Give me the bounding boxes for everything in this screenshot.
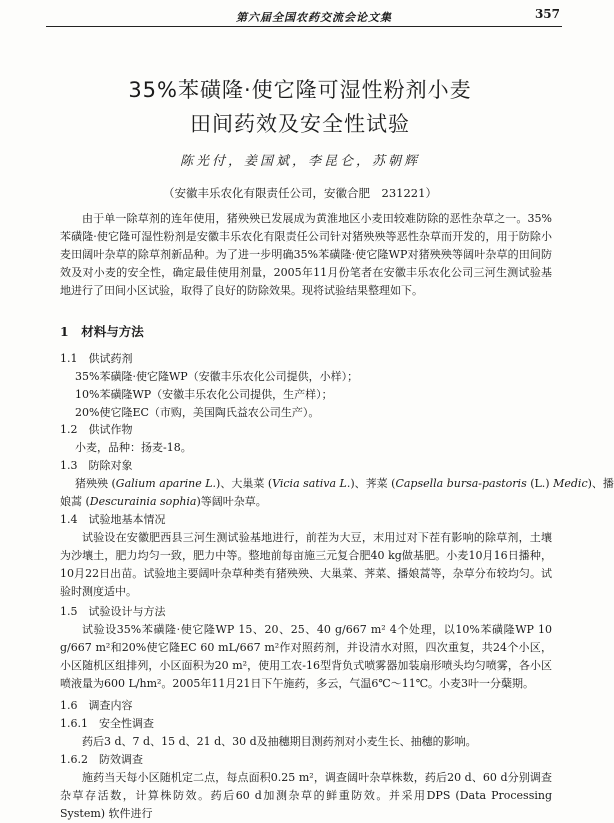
running-header (46, 6, 562, 27)
paper-title-line1: 35%苯磺隆·使它隆可湿性粉剂小麦 (128, 78, 472, 102)
page-number: 357 (534, 7, 560, 21)
subsubsection-heading: 1.6.2 防效调查 (60, 753, 143, 766)
field-paragraph: 试验设在安徽肥西县三河生测试验基地进行，前茬为大豆，末用过对下茬有影响的除草剂，土壤为沙壤土，肥力均匀一致，肥力中等。整地前每亩施三元复合肥40 kg做基肥。小麦10月16日播种，10月22日出苗。试验地主要阔叶杂草种类有猪殃殃、大巢菜、荠菜、播娘蒿等，杂草分布较均匀。试验时测度适中。 (60, 531, 552, 598)
subsection-heading: 1.1 供试药剂 (60, 352, 133, 365)
subsection-heading: 1.6 调查内容 (60, 699, 133, 712)
scientific-name: Vicia sativa L. (272, 477, 351, 490)
scientific-name: Galium aparine L. (115, 477, 217, 490)
subsubsection-heading: 1.6.1 安全性调查 (60, 717, 154, 730)
subsection-heading: 1.3 防除对象 (60, 459, 133, 472)
subsection-heading: 1.2 供试作物 (60, 423, 133, 436)
drug-item: 35%苯磺隆·使它隆WP（安徽丰乐农化公司提供，小样）； (75, 370, 359, 383)
target-text: 猪殃殃 ( (75, 477, 116, 490)
subsection-heading: 1.4 试验地基本情况 (60, 513, 166, 526)
scientific-name: Capsella bursa-pastoris (395, 477, 527, 490)
intro-paragraph: 由于单一除草剂的连年使用，猪殃殃已发展成为黄淮地区小麦田较难防除的恶性杂草之一。35%苯磺隆·使它隆可湿性粉剂是安徽丰乐农化有限责任公司针对猪殃殃等恶性杂草而开发的，用于防除小麦田阔叶杂草的除草剂新品种。为了进一步明确35%苯磺隆·使它隆WP对猪殃殃等阔叶杂草的田间防效及对小麦的安全性，确定最佳使用剂量，2005年11月份笔者在安徽丰乐农化公司三河生测试验基地进行了田间小区试验，取得了良好的防除效果。现将试验结果整理如下。 (60, 212, 552, 297)
target-weeds-line1 (75, 475, 614, 491)
affiliation: （安徽丰乐农化有限责任公司，安徽合肥 231221） (163, 186, 437, 200)
target-weeds-line2 (60, 493, 267, 509)
efficacy-paragraph: 施药当天每小区随机定二点，每点面积0.25 m²，调查阔叶杂草株数，药后20 d、60 d分别调查杂草存活数，计算株防效。药后60 d加测杂草的鲜重防效。并采用DPS (Data Processing System) 软件进行 (60, 771, 552, 820)
scientific-name: Medic (553, 477, 588, 490)
drug-item: 20%使它隆EC（市购，美国陶氏益农公司生产）。 (75, 406, 320, 419)
paper-title-line2: 田间药效及安全性试验 (190, 112, 410, 136)
design-paragraph: 试验设35%苯磺隆·使它隆WP 15、20、25、40 g/667 m² 4个处理，以10%苯磺隆WP 10 g/667 m²和20%使它隆EC 60 mL/667 m²作对照药剂，并设清水对照，四次重复，共24个小区，小区随机区组排列，小区面积为20 m²，使用工农-16型背负式喷雾器加装扇形喷头均匀喷雾，各小区喷液量为600 L/hm²。2005年11月21日下午施药，多云，气温6℃～11℃。小麦3叶一分蘖期。 (60, 623, 552, 690)
target-text: )等阔叶杂草。 (196, 495, 267, 508)
target-text: (L.) (526, 477, 554, 490)
safety-paragraph: 药后3 d、7 d、15 d、21 d、30 d及抽穗期目测药剂对小麦生长、抽穗的影响。 (82, 735, 477, 748)
drug-item: 10%苯磺隆WP（安徽丰乐农化公司提供，生产样）； (75, 388, 333, 401)
target-text: )、播 (587, 477, 614, 490)
target-text: )、荠菜 ( (350, 477, 396, 490)
authors: 陈光付，姜国斌，李昆仑，苏朝辉 (179, 154, 420, 169)
target-text: )、大巢菜 ( (216, 477, 273, 490)
section-heading: 1 材料与方法 (60, 324, 144, 339)
target-text: 娘蒿 ( (60, 495, 90, 508)
journal-title: 第六届全国农药交流会论文集 (236, 11, 392, 24)
subsection-heading: 1.5 试验设计与方法 (60, 605, 166, 618)
crop-text: 小麦，品种：扬麦-18。 (75, 441, 192, 454)
scientific-name: Descurainia sophia (89, 495, 197, 508)
